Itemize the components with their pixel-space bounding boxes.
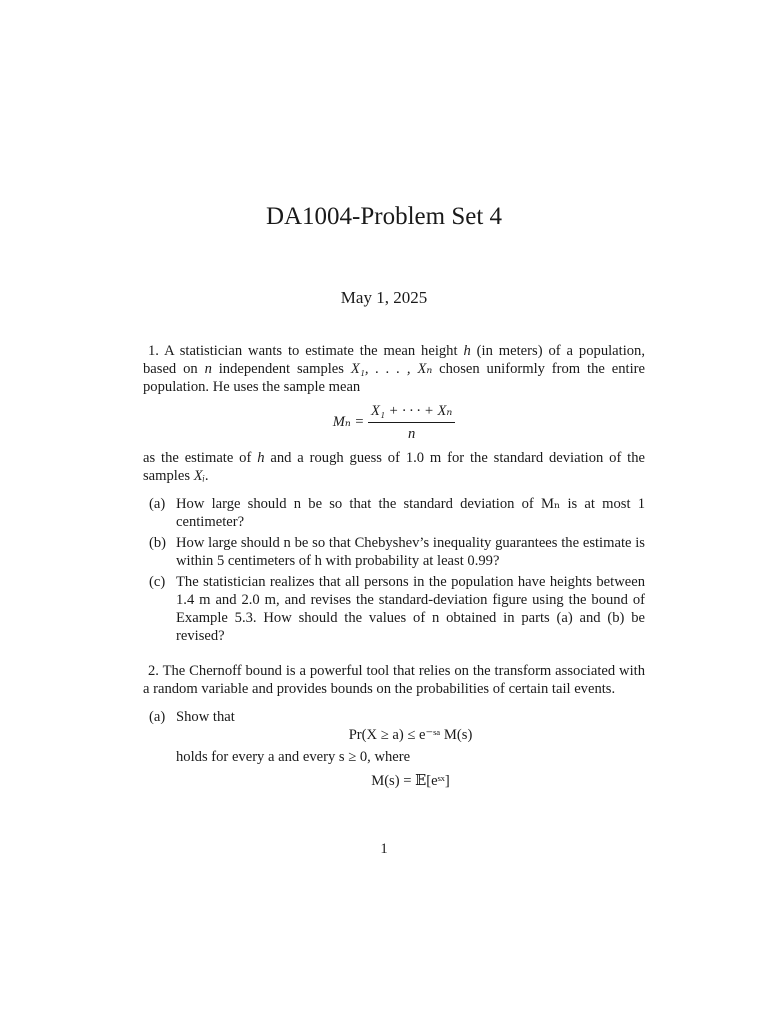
var-h: h	[463, 343, 471, 359]
part-label: (b)	[149, 535, 167, 551]
problem-1-intro	[143, 342, 645, 396]
problem-1-after-a: as the estimate of	[143, 450, 252, 466]
part-text: How large should n be so that the standard deviation of Mₙ is at most 1 centimeter?	[176, 496, 645, 530]
samples-expression: X₁, . . . , Xₙ	[350, 361, 433, 377]
var-xi: Xᵢ	[193, 468, 205, 484]
part-label: (a)	[149, 709, 166, 725]
chernoff-inequality	[176, 726, 645, 744]
problem-1-intro-c: independent samples	[218, 361, 344, 377]
problem-2-intro-text: The Chernoff bound is a powerful tool that relies on the transform associated with a random variable and provides bounds on the probabilities of certain tail events.	[143, 663, 645, 697]
var-n: n	[204, 361, 212, 377]
mgf-definition	[176, 772, 645, 790]
problem-2-number: 2.	[148, 663, 159, 679]
var-h-2: h	[257, 450, 265, 466]
problem-2-parts	[143, 708, 645, 790]
part-label: (a)	[149, 496, 166, 512]
problem-1-part-b	[143, 534, 645, 570]
inequality-expression: Pr(X ≥ a) ≤ e⁻ˢᵃ M(s)	[348, 727, 473, 743]
problem-1-part-a	[143, 495, 645, 531]
problem-2-part-a	[143, 708, 645, 790]
part-label: (c)	[149, 574, 166, 590]
mgf-expression: M(s) = 𝔼[eˢˣ]	[371, 773, 450, 789]
problem-1-intro-b: (in meters) of a population, based on	[143, 343, 645, 377]
document-body	[143, 342, 645, 793]
part-text: How large should n be so that Chebyshev’s inequality guarantees the estimate is within 5 centimeters of h with probability at least 0.99?	[176, 535, 645, 569]
holds-text: holds for every a and every s ≥ 0, where	[176, 749, 411, 765]
formula-fraction	[368, 402, 455, 443]
problem-1-after-d: .	[204, 468, 209, 484]
problem-1-intro-a: A statistician wants to estimate the mean height	[164, 343, 458, 359]
document-title: DA1004-Problem Set 4	[265, 203, 503, 230]
problem-2-intro	[143, 662, 645, 698]
formula-lhs: Mₙ =	[332, 413, 365, 430]
problem-1-parts	[143, 495, 645, 645]
sample-mean-formula	[143, 402, 645, 443]
formula-numerator: X₁ + · · · + Xₙ	[368, 402, 455, 423]
problem-1-after	[143, 449, 645, 485]
formula-denominator: n	[407, 426, 416, 442]
problem-1-part-c	[143, 573, 645, 645]
page-number: 1	[380, 841, 388, 857]
problem-1-intro-d: chosen uniformly from the entire population. He uses the sample mean	[143, 361, 645, 395]
problem-1-after-b: and a rough guess of 1.0 m for the standard deviation of the samples	[143, 450, 645, 484]
part-text: The statistician realizes that all persons in the population have heights between 1.4 m and 2.0 m, and revises the standard-deviation figure using the bound of Example 5.3. How should the values of n obtained in parts (a) and (b) be revised?	[176, 574, 645, 644]
part-text: Show that	[176, 709, 235, 725]
document-date: May 1, 2025	[340, 288, 428, 307]
problem-1-number: 1.	[148, 343, 159, 359]
